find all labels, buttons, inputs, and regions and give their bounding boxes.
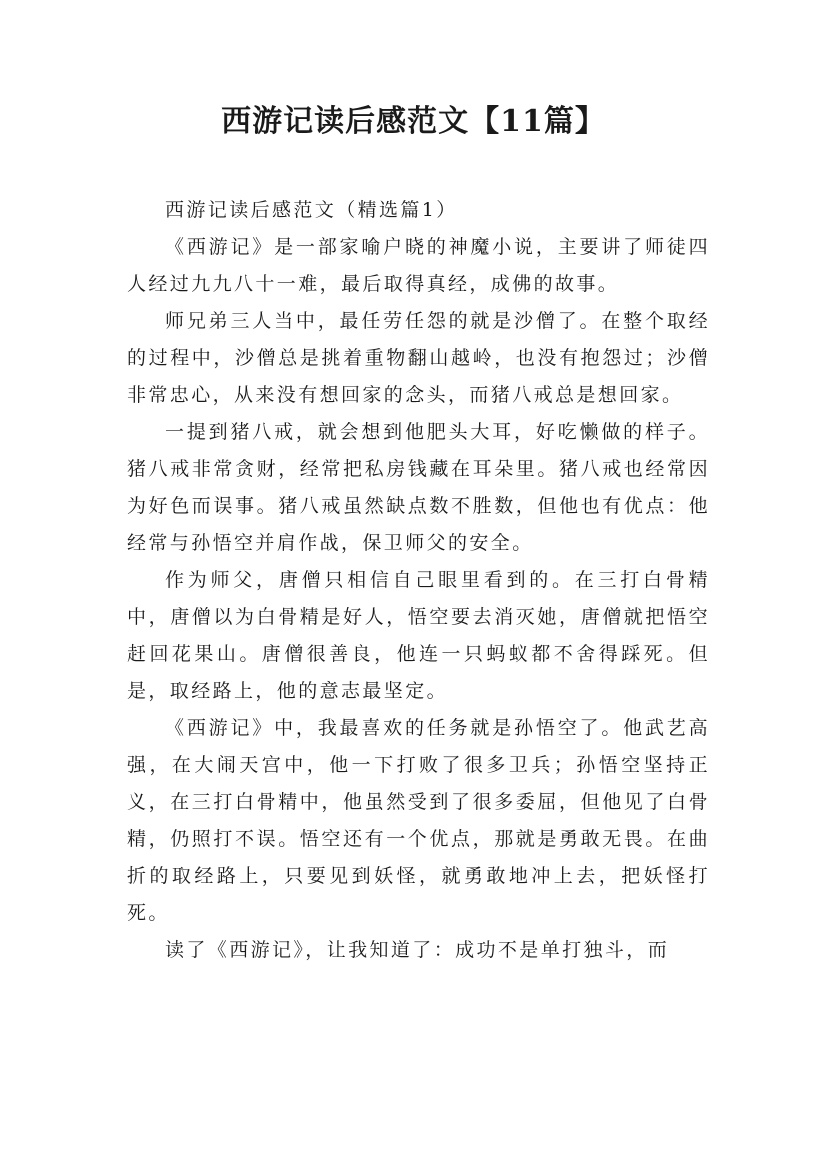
- paragraph: 一提到猪八戒，就会想到他肥头大耳，好吃懒做的样子。猪八戒非常贪财，经常把私房钱藏在耳朵里。猪八戒也经常因为好色而误事。猪八戒虽然缺点数不胜数，但他也有优点：他经常与孙悟空并肩作战，保卫师父的安全。: [127, 421, 710, 554]
- paragraph: 读了《西游记》，让我知道了：成功不是单打独斗，而: [165, 939, 670, 961]
- paragraph: 师兄弟三人当中，最任劳任怨的就是沙僧了。在整个取经的过程中，沙僧总是挑着重物翻山越岭，也没有抱怨过；沙僧非常忠心，从来没有想回家的念头，而猪八戒总是想回家。: [127, 310, 710, 406]
- document-body: [127, 192, 710, 969]
- paragraph: 《西游记》是一部家喻户晓的神魔小说，主要讲了师徒四人经过九九八十一难，最后取得真经，成佛的故事。: [127, 236, 710, 295]
- paragraph: 作为师父，唐僧只相信自己眼里看到的。在三打白骨精中，唐僧以为白骨精是好人，悟空要去消灭她，唐僧就把悟空赶回花果山。唐僧很善良，他连一只蚂蚁都不舍得踩死。但是，取经路上，他的意志最坚定。: [127, 569, 710, 702]
- paragraph: 《西游记》中，我最喜欢的任务就是孙悟空了。他武艺高强，在大闹天宫中，他一下打败了很多卫兵；孙悟空坚持正义，在三打白骨精中，他虽然受到了很多委屈，但他见了白骨精，仍照打不误。悟空还有一个优点，那就是勇敢无畏。在曲折的取经路上，只要见到妖怪，就勇敢地冲上去，把妖怪打死。: [127, 717, 710, 924]
- section-heading: 西游记读后感范文（精选篇1）: [165, 199, 458, 221]
- document-title: 西游记读后感范文【11篇】: [221, 104, 606, 139]
